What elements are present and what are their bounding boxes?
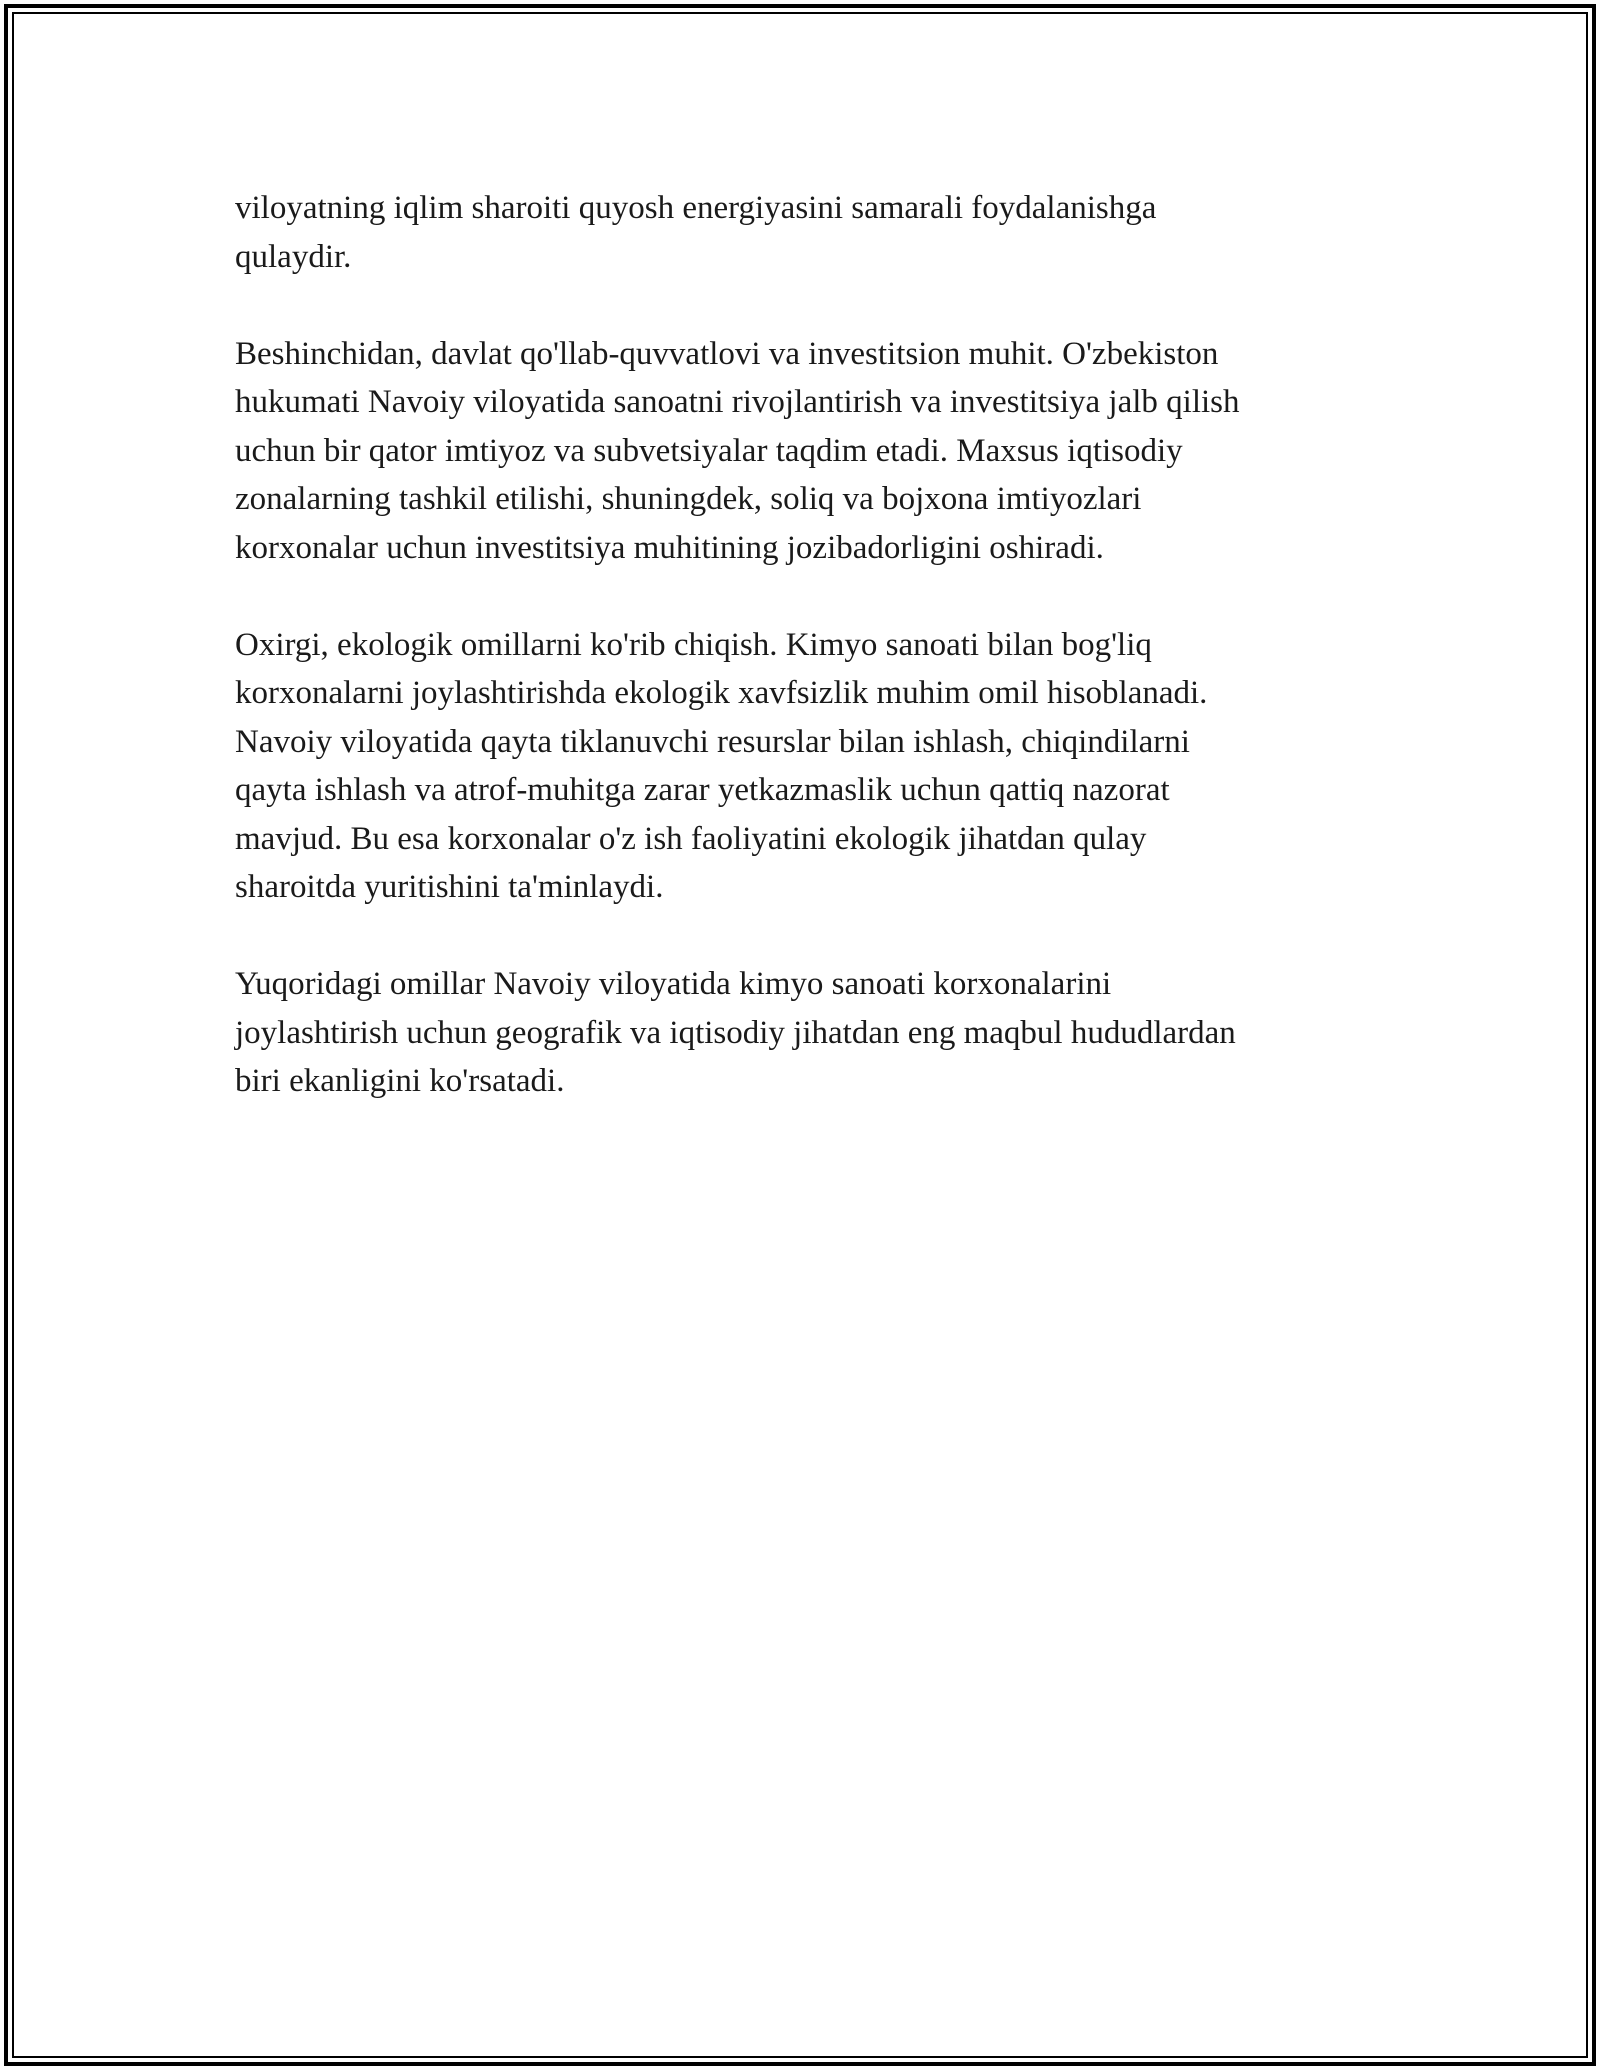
paragraph: Oxirgi, ekologik omillarni ko'rib chiqish. Kimyo sanoati bilan bog'liq korxonalarni joylashtirishda ekologik xavfsizlik muhim omil hisoblanadi. Navoiy viloyatida qayta tiklanuvchi resurslar bilan ishlash, chiqindilarni qayta ishlash va atrof-muhitga zarar yetkazmaslik uchun qattiq nazorat mavjud. Bu esa korxonalar o'z ish faoliyatini ekologik jihatdan qulay sharoitda yuritishini ta'minlaydi. (235, 626, 1208, 905)
paragraph: viloyatning iqlim sharoiti quyosh energiyasini samarali foydalanishga qulaydir. (235, 190, 1157, 275)
document-body (235, 184, 1375, 1154)
paragraph: Yuqoridagi omillar Navoiy viloyatida kimyo sanoati korxonalarini joylashtirish uchun geografik va iqtisodiy jihatdan eng maqbul hududlardan biri ekanligini ko'rsatadi. (235, 966, 1236, 1099)
paragraph: Beshinchidan, davlat qo'llab-quvvatlovi va investitsion muhit. O'zbekiston hukumati Navoiy viloyatida sanoatni rivojlantirish va investitsiya jalb qilish uchun bir qator imtiyoz va subvetsiyalar taqdim etadi. Maxsus iqtisodiy zonalarning tashkil etilishi, shuningdek, soliq va bojxona imtiyozlari korxonalar uchun investitsiya muhitining jozibadorligini oshiradi. (235, 335, 1240, 566)
